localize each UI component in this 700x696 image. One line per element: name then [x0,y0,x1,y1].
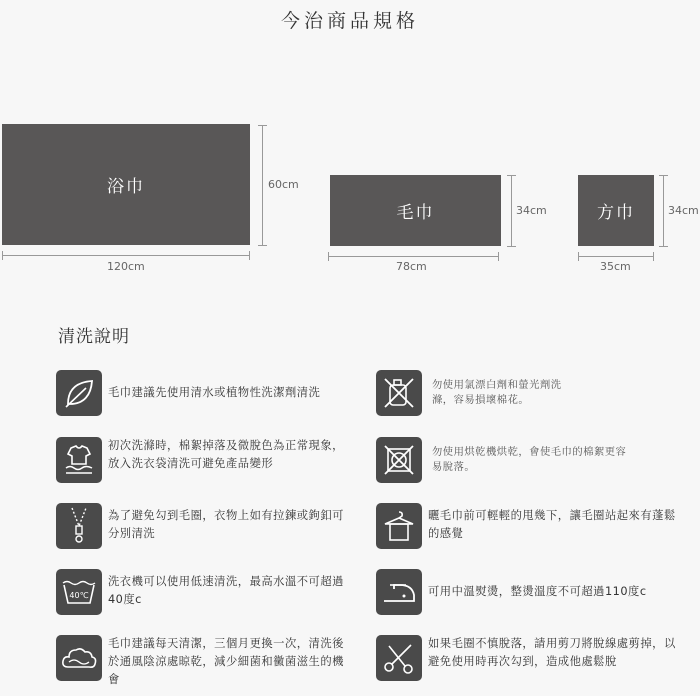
care-item-machine-wash: 40℃ 洗衣機可以使用低速清洗，最高水溫不可超過40度c [56,569,346,615]
hand-width-label: 35cm [600,260,631,273]
scissors-icon [376,635,422,681]
bath-height-line [262,125,263,245]
bath-towel-label: 浴巾 [107,177,145,197]
face-height-line [511,175,512,246]
no-tumble-dry-icon [376,437,422,483]
care-item-no-bleach: 勿使用氯漂白劑和螢光劑洗滌，容易損壞棉花。 [376,370,676,416]
leaf-icon [56,370,102,416]
bath-width-line [2,255,250,256]
iron-icon [376,569,422,615]
hand-height-label: 34cm [668,204,699,217]
zipper-icon [56,503,102,549]
cloud-icon [56,635,102,681]
care-item-iron: 可用中溫熨燙，整燙溫度不可超過110度c [376,569,686,615]
bath-towel [2,124,250,245]
face-height-label: 34cm [516,204,547,217]
no-bleach-icon [376,370,422,416]
hand-towel [578,175,654,246]
care-item-shake: 曬毛巾前可輕輕的甩幾下，讓毛圈站起來有蓬鬆的感覺 [376,503,686,549]
page-title: 今治商品規格 [280,10,419,32]
hanger-towel-icon [376,503,422,549]
care-item-plain-water: 毛巾建議先使用清水或植物性洗潔劑清洗 [56,370,356,416]
wash-40-icon [56,569,102,615]
face-width-line [328,256,499,257]
face-towel-label: 毛巾 [396,203,435,223]
hand-width-line [578,256,654,257]
care-item-cut-loose: 如果毛圈不慎脫落，請用剪刀將脫線處剪掉，以避免使用時再次勾到，造成他處鬆脫 [376,635,686,681]
face-towel [330,175,501,246]
hand-towel-label: 方巾 [597,203,635,223]
care-item-zipper: 為了避免勾到毛圈，衣物上如有拉鍊或鉤釦可分別清洗 [56,503,346,549]
wash-40-icon-label: 40℃ [69,591,89,600]
care-section-title: 清洗說明 [58,327,130,347]
bath-width-label: 120cm [107,260,145,273]
care-item-no-tumble-dry: 勿使用烘乾機烘乾，會使毛巾的棉絮更容易脫落。 [376,437,676,483]
bath-height-label: 60cm [268,178,299,191]
shirt-wash-icon [56,437,102,483]
hand-height-line [663,175,664,246]
care-item-daily-clean: 毛巾建議每天清潔，三個月更換一次，清洗後於通風陰涼處晾乾，減少細菌和黴菌滋生的機會 [56,635,346,689]
care-item-first-wash: 初次洗滌時，棉絮掉落及微脫色為正常現象，放入洗衣袋清洗可避免產品變形 [56,437,346,483]
face-width-label: 78cm [396,260,427,273]
